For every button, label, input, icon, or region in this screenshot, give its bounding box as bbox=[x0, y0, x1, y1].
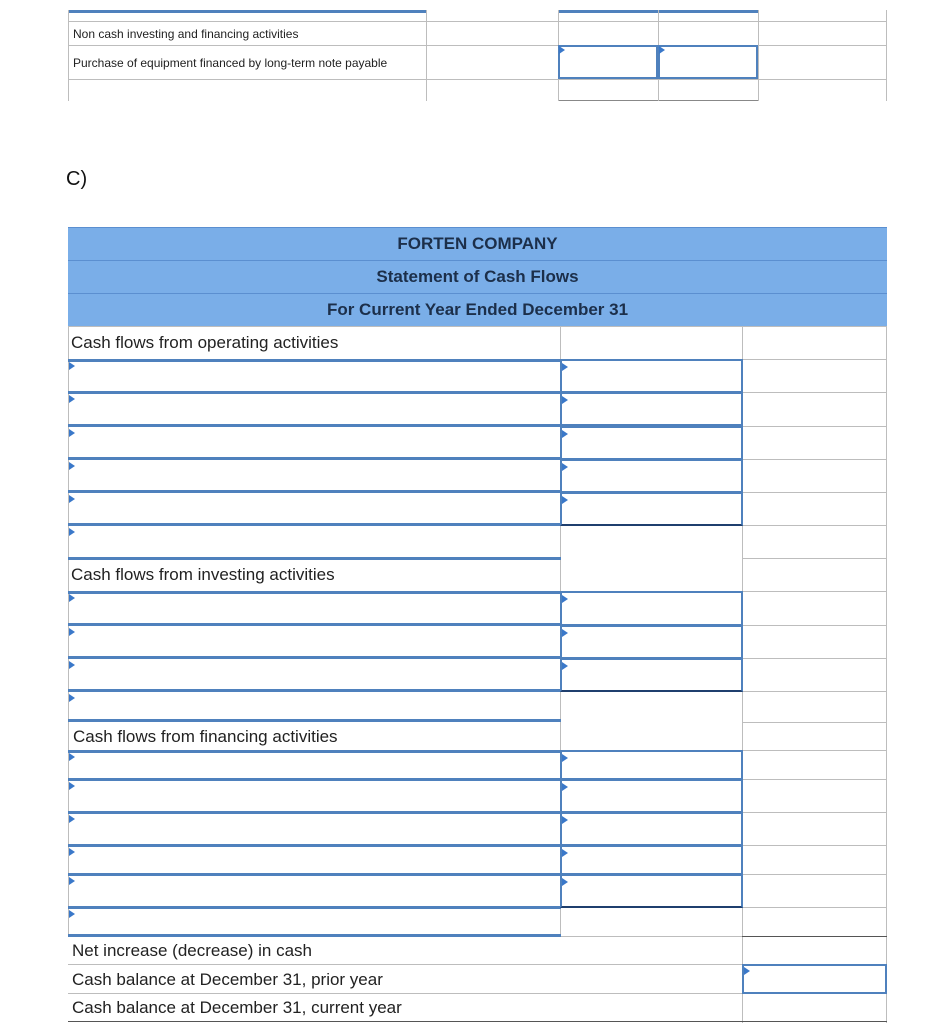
input-marker-icon bbox=[562, 396, 568, 404]
operating-amount-input[interactable] bbox=[560, 459, 743, 493]
current-balance-label: Cash balance at December 31, current year bbox=[72, 998, 402, 1017]
statement-title: Statement of Cash Flows bbox=[68, 260, 887, 293]
investing-label-input[interactable] bbox=[70, 626, 558, 654]
input-marker-icon bbox=[562, 849, 568, 857]
input-marker-icon bbox=[659, 46, 665, 54]
dropdown-marker-icon bbox=[69, 429, 75, 437]
investing-amount-input[interactable] bbox=[560, 658, 743, 692]
dropdown-marker-icon bbox=[69, 462, 75, 470]
input-marker-icon bbox=[562, 496, 568, 504]
input-marker-icon bbox=[562, 363, 568, 371]
dropdown-marker-icon bbox=[69, 694, 75, 702]
investing-amount-input[interactable] bbox=[560, 625, 743, 659]
financing-label-input[interactable] bbox=[70, 909, 558, 933]
dropdown-marker-icon bbox=[69, 528, 75, 536]
financing-amount-input[interactable] bbox=[560, 750, 743, 780]
financing-label-input[interactable] bbox=[70, 753, 558, 777]
equipment-note-input-1[interactable] bbox=[558, 45, 658, 79]
operating-amount-input[interactable] bbox=[560, 392, 743, 426]
input-marker-icon bbox=[562, 463, 568, 471]
input-marker-icon bbox=[562, 878, 568, 886]
financing-amount-input[interactable] bbox=[560, 874, 743, 908]
section-c-label: C) bbox=[66, 168, 88, 190]
dropdown-marker-icon bbox=[69, 848, 75, 856]
financing-amount-input[interactable] bbox=[560, 812, 743, 846]
investing-label-input[interactable] bbox=[70, 692, 558, 718]
investing-label-input[interactable] bbox=[70, 594, 558, 622]
investing-label-input[interactable] bbox=[70, 659, 558, 687]
current-balance-amount bbox=[743, 994, 886, 1021]
equipment-note-label: Purchase of equipment financed by long-term note payable bbox=[73, 56, 388, 70]
statement-period: For Current Year Ended December 31 bbox=[68, 293, 887, 326]
input-marker-icon bbox=[559, 46, 565, 54]
financing-label-input[interactable] bbox=[70, 847, 558, 871]
equipment-note-input-2[interactable] bbox=[658, 45, 758, 79]
input-marker-icon bbox=[562, 629, 568, 637]
operating-label-input[interactable] bbox=[70, 493, 558, 521]
input-marker-icon bbox=[562, 430, 568, 438]
operating-amount-input[interactable] bbox=[560, 492, 743, 526]
dropdown-marker-icon bbox=[69, 661, 75, 669]
financing-heading: Cash flows from financing activities bbox=[73, 727, 338, 746]
operating-amount-input[interactable] bbox=[560, 426, 743, 460]
dropdown-marker-icon bbox=[69, 628, 75, 636]
dropdown-marker-icon bbox=[69, 877, 75, 885]
operating-label-input[interactable] bbox=[70, 526, 558, 556]
operating-label-input[interactable] bbox=[70, 460, 558, 488]
financing-label-input[interactable] bbox=[70, 876, 558, 904]
operating-label-input[interactable] bbox=[70, 362, 558, 390]
prior-balance-input[interactable] bbox=[742, 964, 887, 994]
dropdown-marker-icon bbox=[69, 910, 75, 918]
dropdown-marker-icon bbox=[69, 815, 75, 823]
prior-balance-label: Cash balance at December 31, prior year bbox=[72, 970, 383, 989]
input-marker-icon bbox=[562, 754, 568, 762]
operating-amount-input[interactable] bbox=[560, 359, 743, 393]
company-name: FORTEN COMPANY bbox=[68, 227, 887, 260]
financing-label-input[interactable] bbox=[70, 781, 558, 809]
dropdown-marker-icon bbox=[69, 395, 75, 403]
dropdown-marker-icon bbox=[69, 753, 75, 761]
dropdown-marker-icon bbox=[69, 362, 75, 370]
net-increase-label: Net increase (decrease) in cash bbox=[72, 941, 313, 960]
input-marker-icon bbox=[562, 595, 568, 603]
input-marker-icon bbox=[562, 816, 568, 824]
financing-label-input[interactable] bbox=[70, 814, 558, 842]
dropdown-marker-icon bbox=[69, 782, 75, 790]
operating-label-input[interactable] bbox=[70, 394, 558, 422]
investing-heading: Cash flows from investing activities bbox=[71, 565, 335, 584]
input-marker-icon bbox=[744, 967, 750, 975]
input-marker-icon bbox=[562, 662, 568, 670]
dropdown-marker-icon bbox=[69, 495, 75, 503]
financing-amount-input[interactable] bbox=[560, 779, 743, 813]
dropdown-marker-icon bbox=[69, 594, 75, 602]
operating-heading: Cash flows from operating activities bbox=[71, 333, 339, 352]
investing-amount-input[interactable] bbox=[560, 591, 743, 626]
noncash-activities-label: Non cash investing and financing activities bbox=[73, 27, 299, 41]
operating-label-input[interactable] bbox=[70, 427, 558, 455]
input-marker-icon bbox=[562, 783, 568, 791]
financing-amount-input[interactable] bbox=[560, 845, 743, 875]
net-increase-amount bbox=[743, 937, 886, 964]
